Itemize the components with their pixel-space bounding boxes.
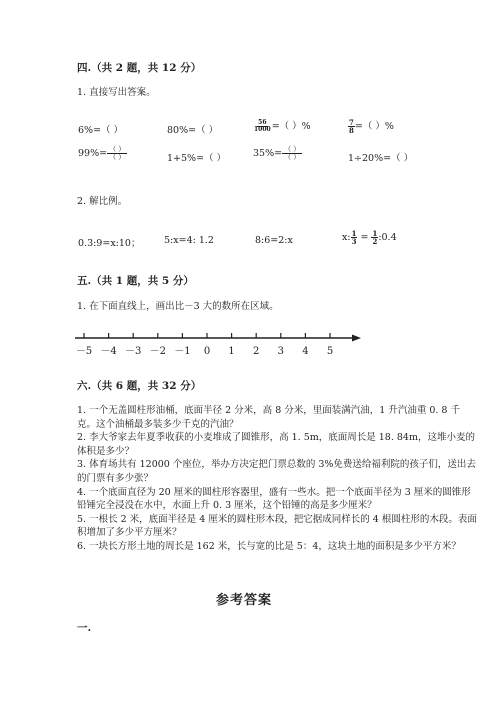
tick-label: 1 — [228, 346, 235, 357]
blank-top: （ ） — [109, 145, 126, 153]
number-line — [70, 326, 370, 362]
q1-r1-c4 — [348, 118, 394, 134]
numerator: 56 — [258, 119, 267, 126]
q2-prompt: 2. 解比例。 — [77, 196, 128, 207]
question-2: 2. 李大爷家去年夏季收获的小麦堆成了圆锥形，高 1. 5m，底面周长是 18. 84m，这堆小麦的体积是多少？ — [77, 432, 475, 457]
tick-label: 5 — [326, 346, 334, 357]
blank-fraction — [282, 146, 302, 161]
number-line-arrow — [352, 335, 361, 342]
q1-r1-c3 — [253, 118, 311, 133]
tick-label: 2 — [253, 346, 260, 357]
tick-label: 3 — [277, 346, 284, 357]
q1-r1-c2: 80%=（ ） — [167, 125, 219, 136]
expr-rest: =（ ）% — [271, 121, 311, 132]
denominator: 1000 — [254, 126, 271, 133]
denominator: 2 — [372, 237, 378, 246]
answers-title: 参考答案 — [216, 593, 273, 608]
blank-bottom: （ ） — [284, 153, 301, 161]
expr-lead: x: — [342, 232, 351, 243]
section6-title: 六.（共 6 题，共 32 分） — [77, 380, 202, 392]
question-3: 3. 体育场共有 12000 个座位，举办方决定把门票总数的 3%免费送给福利院的孩子们，送出去的门票有多少张？ — [77, 459, 476, 484]
q1-prompt: 1. 直接写出答案。 — [77, 87, 156, 98]
q1-r2-c2: 1+5%=（ ） — [167, 153, 227, 164]
q1-r1-c1: 6%=（ ） — [78, 125, 124, 136]
fraction — [253, 120, 272, 133]
question-5: 5. 一根长 2 米，底面半径是 4 厘米的圆柱形木段，把它据成同样长的 4 根圆柱形的木段。表面积增加了多少平方厘米？ — [77, 513, 477, 539]
tick-label: －5 — [75, 346, 93, 357]
expr-lead: 99%= — [78, 148, 108, 159]
tick-label: －1 — [174, 346, 191, 357]
denominator: 3 — [351, 237, 357, 246]
tick-label: －4 — [100, 346, 117, 357]
numerator: 1 — [372, 229, 378, 238]
fraction — [348, 119, 355, 134]
tick-label: －2 — [149, 346, 166, 357]
q1-r2-c4: 1÷20%=（ ） — [348, 153, 414, 164]
question-1: 1. 一个无盖圆柱形油桶，底面半径 2 分米，高 8 分米，里面装满汽油，1 升汽油重 0. 8 千克。这个油桶最多装多少千克的汽油？ — [77, 405, 460, 430]
equals: = — [357, 232, 372, 243]
tick-label: 0 — [203, 346, 211, 357]
numerator: 7 — [349, 118, 354, 127]
q2-item-4 — [342, 230, 397, 245]
denominator: 8 — [349, 126, 354, 135]
expr-rest: =（ ）% — [354, 121, 394, 132]
expr-tail: :0.4 — [378, 232, 397, 243]
question-4: 4. 一个底面直径为 20 厘米的圆柱形容器里，盛有一些水。把一个底面半径为 3 厘米的圆锥形铅锤完全浸没在水中，水面上升 0. 3 厘米，这个铅锤的高是多少厘米？ — [77, 486, 471, 512]
q2-item-3: 8:6=2:x — [255, 235, 293, 246]
q2-item-2: 5:x=4: 1.2 — [164, 235, 214, 246]
number-line-ticks — [76, 333, 333, 357]
blank-fraction — [107, 146, 127, 161]
q1-r2-c3 — [253, 146, 302, 161]
numerator: 1 — [351, 229, 357, 238]
answers-first: 一. — [77, 622, 92, 634]
expr-lead: 35%= — [253, 148, 283, 159]
blank-top: （ ） — [284, 145, 301, 153]
q1-r2-c1 — [78, 146, 127, 161]
blank-bottom: （ ） — [109, 153, 126, 161]
section4-title: 四.（共 2 题，共 12 分） — [77, 62, 202, 74]
question-6: 6. 一块长方形土地的周长是 162 米，长与宽的比是 5：4，这块土地的面积是多少平方米？ — [77, 540, 461, 552]
tick-label: －3 — [125, 346, 142, 357]
s5-q1-prompt: 1. 在下面直线上，画出比－3 大的数所在区域。 — [77, 301, 279, 312]
s6-questions — [77, 404, 477, 554]
tick-label: 4 — [302, 346, 309, 357]
q2-item-1: 0.3:9=x:10； — [78, 238, 141, 249]
section5-title: 五.（共 1 题，共 5 分） — [77, 275, 194, 287]
